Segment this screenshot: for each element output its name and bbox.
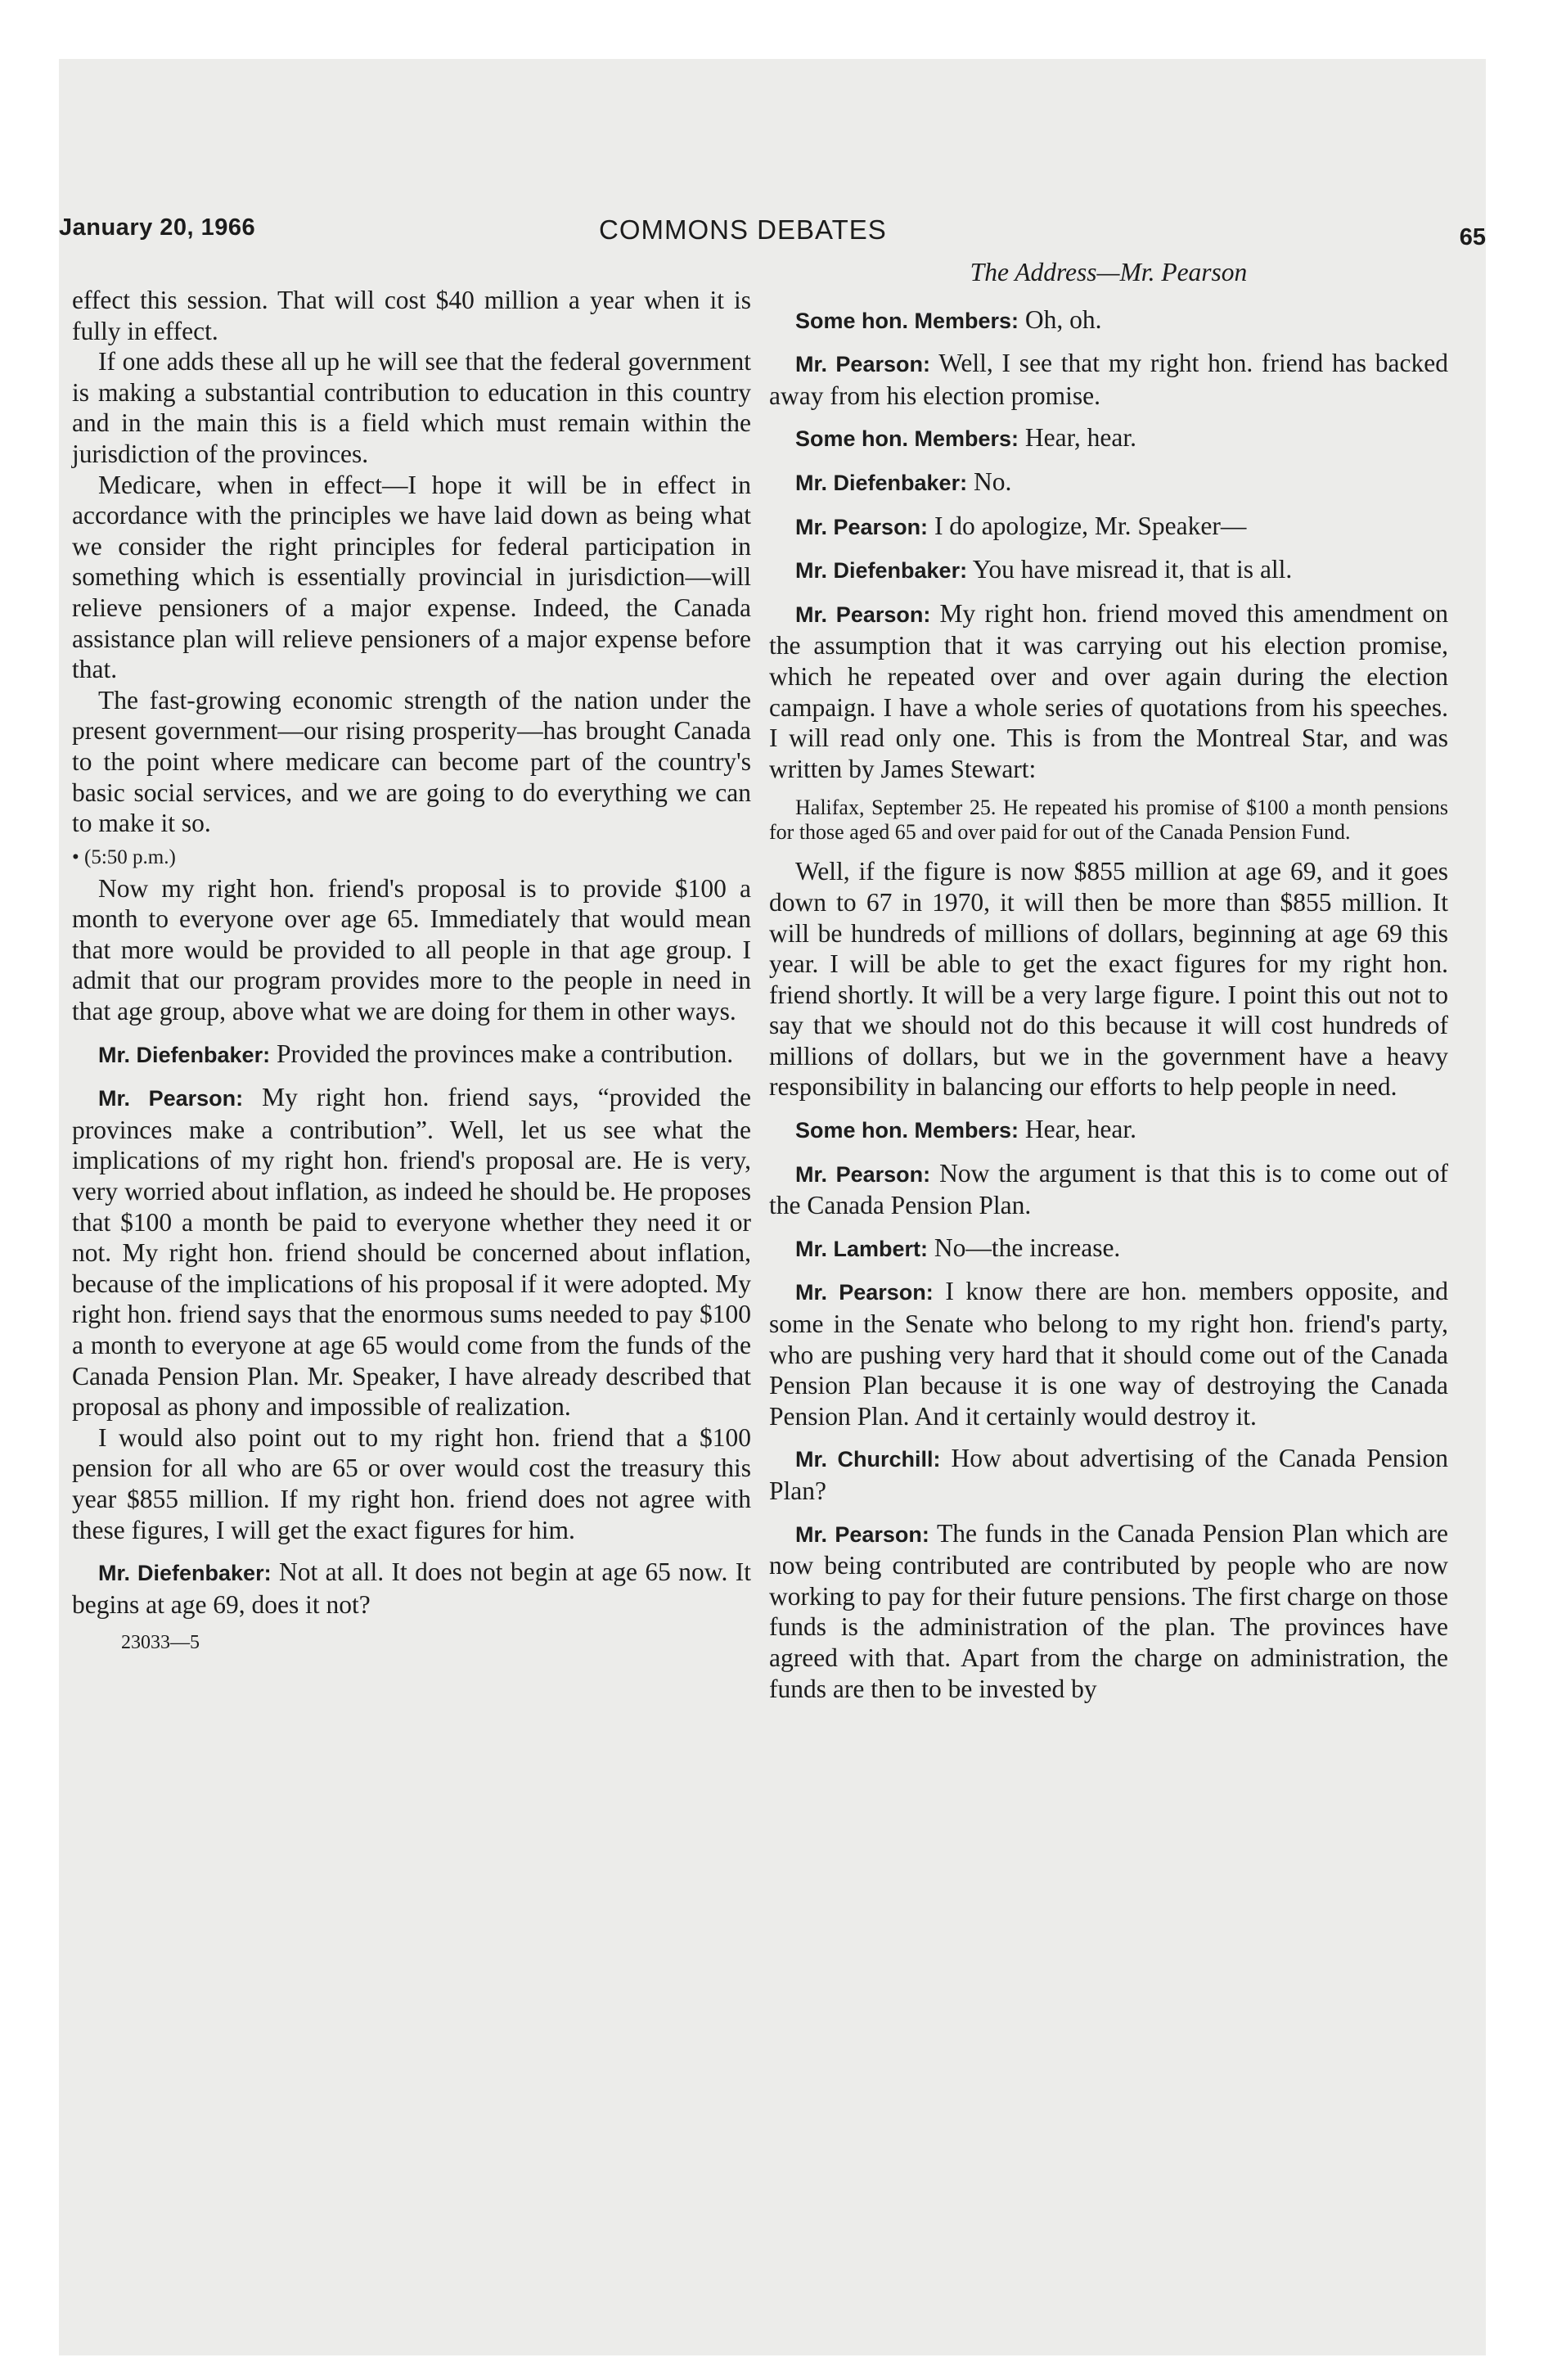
speech-text: Provided the provinces make a contribution. <box>276 1039 734 1068</box>
speaker-turn <box>769 304 1448 337</box>
speaker-name: Some hon. Members: <box>795 426 1019 452</box>
paragraph: If one adds these all up he will see that the federal government is making a substantial contribution to education in this country and in the main this is a field which must remain within the jurisdiction of the provinces. <box>72 347 751 468</box>
speaker-name: Mr. Pearson: <box>795 1161 931 1187</box>
speaker-name: Mr. Diefenbaker: <box>98 1561 272 1586</box>
header-title: COMMONS DEBATES <box>599 214 887 245</box>
footer-code: 23033—5 <box>121 1632 200 1654</box>
speaker-turn <box>769 1276 1448 1431</box>
page-number: 65 <box>1459 224 1486 250</box>
document-page <box>59 59 1486 2355</box>
speech-text: No. <box>973 467 1012 496</box>
speech-text: I know there are hon. members opposite, and some in the Senate who belong to my right hon. friend's party, who are pushing very hard that it should come out of the Canada Pension Plan because it is one way of destroying the Canada Pension Plan. And it certainly would destroy it. <box>769 1277 1449 1431</box>
speaker-turn <box>769 422 1448 455</box>
paragraph: effect this session. That will cost $40 million a year when it is fully in effect. <box>72 286 751 345</box>
speech-text: Hear, hear. <box>1024 423 1136 453</box>
left-column <box>72 285 751 1659</box>
speech-text: Oh, oh. <box>1024 304 1102 334</box>
speaker-name: Mr. Diefenbaker: <box>795 558 968 584</box>
time-marker: • (5:50 p.m.) <box>72 845 176 868</box>
speaker-name: Mr. Diefenbaker: <box>98 1042 271 1067</box>
speaker-name: Mr. Pearson: <box>795 1280 934 1305</box>
speaker-turn <box>72 1082 751 1422</box>
speaker-turn <box>769 348 1448 411</box>
running-head: The Address—Mr. Pearson <box>970 258 1248 286</box>
speech-text: No—the increase. <box>934 1233 1121 1262</box>
speaker-name: Some hon. Members: <box>795 1118 1019 1143</box>
speaker-name: Mr. Pearson: <box>795 1521 929 1547</box>
speaker-name: Mr. Pearson: <box>98 1086 244 1111</box>
speaker-turn <box>769 1518 1448 1705</box>
speaker-turn <box>769 511 1448 543</box>
block-quote: Halifax, September 25. He repeated his promise of $100 a month pensions for those aged 65 and over paid for out of the Canada Pension Fund. <box>769 796 1448 845</box>
paragraph: Medicare, when in effect—I hope it will be in effect in accordance with the principles we have laid down as being what we consider the right principles for federal participation in something which is essentially provincial in jurisdiction—will relieve pensioners of a major expense. Indeed, the Canada assistance plan will relieve pensioners of a major expense before that. <box>72 470 751 684</box>
speech-text: Well, I see that my right hon. friend has backed away from his election promise. <box>769 349 1448 410</box>
speech-text: The funds in the Canada Pension Plan which are now being contributed are contributed by people who are now working to pay for their future pensions. The first charge on those funds is the administration of the plan. The provinces have agreed with that. Apart from the charge on administration, the funds are then to be invested by <box>769 1518 1448 1703</box>
speaker-name: Mr. Pearson: <box>795 352 930 377</box>
header-date: January 20, 1966 <box>59 214 256 241</box>
speech-text: My right hon. friend says, “provided the provinces make a contribution”. Well, let us see what the implications of my right hon. friend's proposal are. He is very, very worried about inflation, as indeed he should be. He proposes that $100 a month be paid to everyone whether they need it or not. My right hon. friend should be concerned about inflation, because of the implications of his proposal if it were adopted. My right hon. friend says that the enormous sums needed to pay $100 a month to everyone at age 65 would come from the funds of the Canada Pension Plan. Mr. Speaker, I have already described that proposal as phony and impossible of realization. <box>72 1083 752 1422</box>
paragraph: Now my right hon. friend's proposal is to provide $100 a month to everyone over age 65. Immediately that would mean that more would be provided to all people in that age group. I admit that our program provides more to the people in need in that age group, above what we are doing for them in other ways. <box>72 873 751 1026</box>
speech-text: I do apologize, Mr. Speaker— <box>934 511 1247 540</box>
page-header <box>59 214 1486 264</box>
speaker-name: Mr. Churchill: <box>795 1447 941 1472</box>
speaker-turn <box>769 554 1448 587</box>
speaker-name: Some hon. Members: <box>795 308 1019 333</box>
speaker-turn <box>769 1158 1448 1221</box>
paragraph: The fast-growing economic strength of the nation under the present government—our rising prosperity—has brought Canada to the point where medicare can become part of the country's basic social services, and we are going to do everything we can to make it so. <box>72 685 751 838</box>
speaker-name: Mr. Pearson: <box>795 602 931 627</box>
paragraph: Well, if the figure is now $855 million at age 69, and it goes down to 67 in 1970, it will then be more than $855 million. It will be hundreds of millions of dollars, beginning at age 69 this year. I will be able to get the exact figures for my right hon. friend shortly. It will be a very large figure. I point this out not to say that we should not do this because it will cost hundreds of millions of dollars, but we in the government have a heavy responsibility in balancing our efforts to help people in need. <box>769 857 1448 1102</box>
speaker-turn <box>72 1557 751 1620</box>
speaker-turn <box>769 467 1448 499</box>
speech-text: Hear, hear. <box>1024 1115 1136 1144</box>
speaker-turn <box>72 1039 751 1071</box>
speech-text: How about advertising of the Canada Pension Plan? <box>769 1444 1448 1505</box>
speaker-turn <box>769 1443 1448 1506</box>
speech-text: Not at all. It does not begin at age 65 now. It begins at age 69, does it not? <box>72 1557 751 1619</box>
speaker-name: Mr. Diefenbaker: <box>795 470 968 495</box>
speaker-name: Mr. Pearson: <box>795 514 929 539</box>
speech-text: My right hon. friend moved this amendment on the assumption that it was carrying out his election promise, which he repeated over and over again during the election campaign. I have a whole series of quotations from his speeches. I will read only one. This is from the Montreal Star, and was written by James Stewart: <box>769 598 1448 783</box>
speaker-turn <box>769 1114 1448 1147</box>
speaker-turn <box>769 1233 1448 1265</box>
speech-text: You have misread it, that is all. <box>972 555 1293 584</box>
speaker-name: Mr. Lambert: <box>795 1236 929 1261</box>
speaker-turn <box>769 598 1448 785</box>
paragraph: I would also point out to my right hon. friend that a $100 pension for all who are 65 or over would cost the treasury this year $855 million. If my right hon. friend does not agree with these figures, I will get the exact figures for him. <box>72 1422 751 1544</box>
speech-text: Now the argument is that this is to come out of the Canada Pension Plan. <box>769 1158 1448 1220</box>
right-column <box>769 257 1448 1704</box>
